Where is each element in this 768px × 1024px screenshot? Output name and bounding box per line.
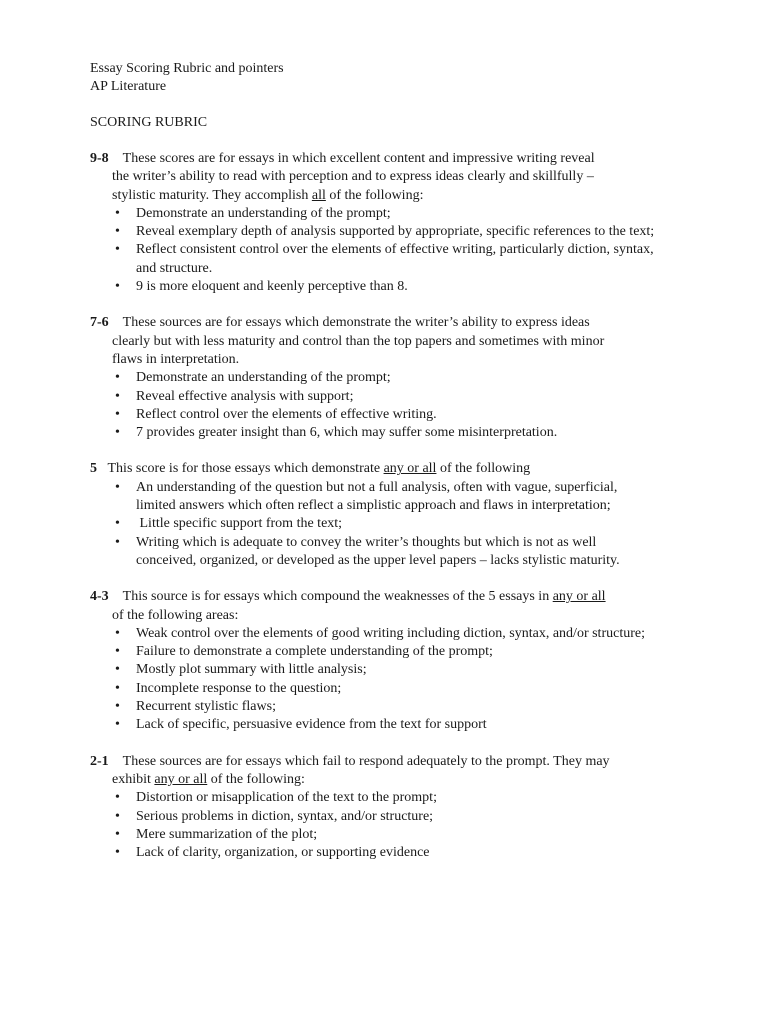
intro-text: of the following:: [207, 771, 305, 787]
intro-emphasis: any or all: [383, 461, 437, 477]
list-item: • Lack of clarity, organization, or supporting evidence: [112, 844, 656, 862]
list-item: • Serious problems in diction, syntax, and/or structure;: [112, 808, 656, 826]
list-item: • Failure to demonstrate a complete understanding of the prompt;: [112, 643, 656, 661]
list-item: • An understanding of the question but not a full analysis, often with vague, superficial, limited answers which often reflect a simplistic approach and flaws in interpretation;: [112, 479, 656, 516]
score-label: 4-3: [90, 589, 109, 605]
intro-text: These sources are for essays which demonstrate the writer’s ability to express ideas: [122, 315, 590, 331]
score-label: 9-8: [90, 151, 109, 166]
section-intro: [90, 460, 660, 478]
document-title: Essay Scoring Rubric and pointers: [90, 61, 284, 76]
intro-text: These scores are for essays in which excellent content and impressive writing reveal: [122, 151, 595, 166]
criteria-list: [90, 789, 748, 862]
intro-emphasis: all: [311, 187, 326, 203]
intro-text: of the following:: [325, 187, 424, 203]
list-item: • Mostly plot summary with little analysis;: [112, 661, 656, 679]
intro-text: of the following: [436, 461, 531, 477]
section-intro: [90, 314, 660, 369]
section-intro: [90, 150, 660, 205]
intro-text: exhibit: [112, 771, 155, 787]
score-label: 7-6: [90, 315, 109, 331]
list-item: • Weak control over the elements of good writing including diction, syntax, and/or structure;: [112, 625, 656, 643]
document-subtitle: AP Literature: [90, 79, 167, 94]
list-item: • Writing which is adequate to convey the writer’s thoughts but which is not as well conceived, organized, or developed as the upper level papers – lacks stylistic maturity.: [112, 534, 656, 571]
score-label: 2-1: [90, 753, 109, 769]
criteria-list: [90, 625, 748, 735]
list-item: • Reflect consistent control over the elements of effective writing, particularly diction, syntax, and structure.: [112, 241, 656, 278]
criteria-list: [90, 369, 748, 442]
intro-text: the writer’s ability to read with perception and to express ideas clearly and skillfully –: [112, 169, 594, 185]
list-item: • Recurrent stylistic flaws;: [112, 698, 656, 716]
spacer: [90, 96, 748, 114]
list-item: • Distortion or misapplication of the text to the prompt;: [112, 789, 656, 807]
list-item: • Little specific support from the text;: [112, 515, 656, 533]
list-item: • Mere summarization of the plot;: [112, 826, 656, 844]
list-item: • Incomplete response to the question;: [112, 680, 656, 698]
criteria-list: [90, 205, 748, 296]
intro-text: of the following areas:: [112, 607, 239, 623]
intro-emphasis: any or all: [552, 589, 606, 605]
spacer: [90, 132, 748, 150]
intro-text: stylistic maturity. They accomplish: [112, 187, 312, 203]
intro-text: This source is for essays which compound the weaknesses of the 5 essays in: [122, 589, 553, 605]
rubric-section-2-1: [90, 753, 748, 863]
rubric-section-7-6: [90, 314, 748, 442]
section-intro: [90, 588, 660, 625]
section-intro: [90, 753, 660, 790]
list-item: • Reveal exemplary depth of analysis supported by appropriate, specific references to the text;: [112, 223, 656, 241]
intro-text: This score is for those essays which demonstrate: [107, 461, 384, 477]
intro-text: flaws in interpretation.: [112, 351, 240, 367]
intro-text: These sources are for essays which fail to respond adequately to the prompt. They may: [122, 753, 610, 769]
list-item: • Demonstrate an understanding of the prompt;: [112, 205, 656, 223]
list-item: • 9 is more eloquent and keenly perceptive than 8.: [112, 278, 656, 296]
list-item: • Lack of specific, persuasive evidence from the text for support: [112, 716, 656, 734]
criteria-list: [90, 479, 748, 570]
list-item: • Reveal effective analysis with support;: [112, 388, 656, 406]
list-item: • Reflect control over the elements of effective writing.: [112, 406, 656, 424]
list-item: • 7 provides greater insight than 6, which may suffer some misinterpretation.: [112, 424, 656, 442]
rubric-section-4-3: [90, 588, 748, 734]
score-label: 5: [90, 461, 97, 477]
list-item: • Demonstrate an understanding of the prompt;: [112, 369, 656, 387]
intro-emphasis: any or all: [154, 771, 208, 787]
rubric-section-5: [90, 460, 748, 570]
intro-text: clearly but with less maturity and control than the top papers and sometimes with minor: [112, 333, 605, 349]
rubric-section-9-8: [90, 150, 748, 296]
section-heading: SCORING RUBRIC: [90, 115, 208, 130]
